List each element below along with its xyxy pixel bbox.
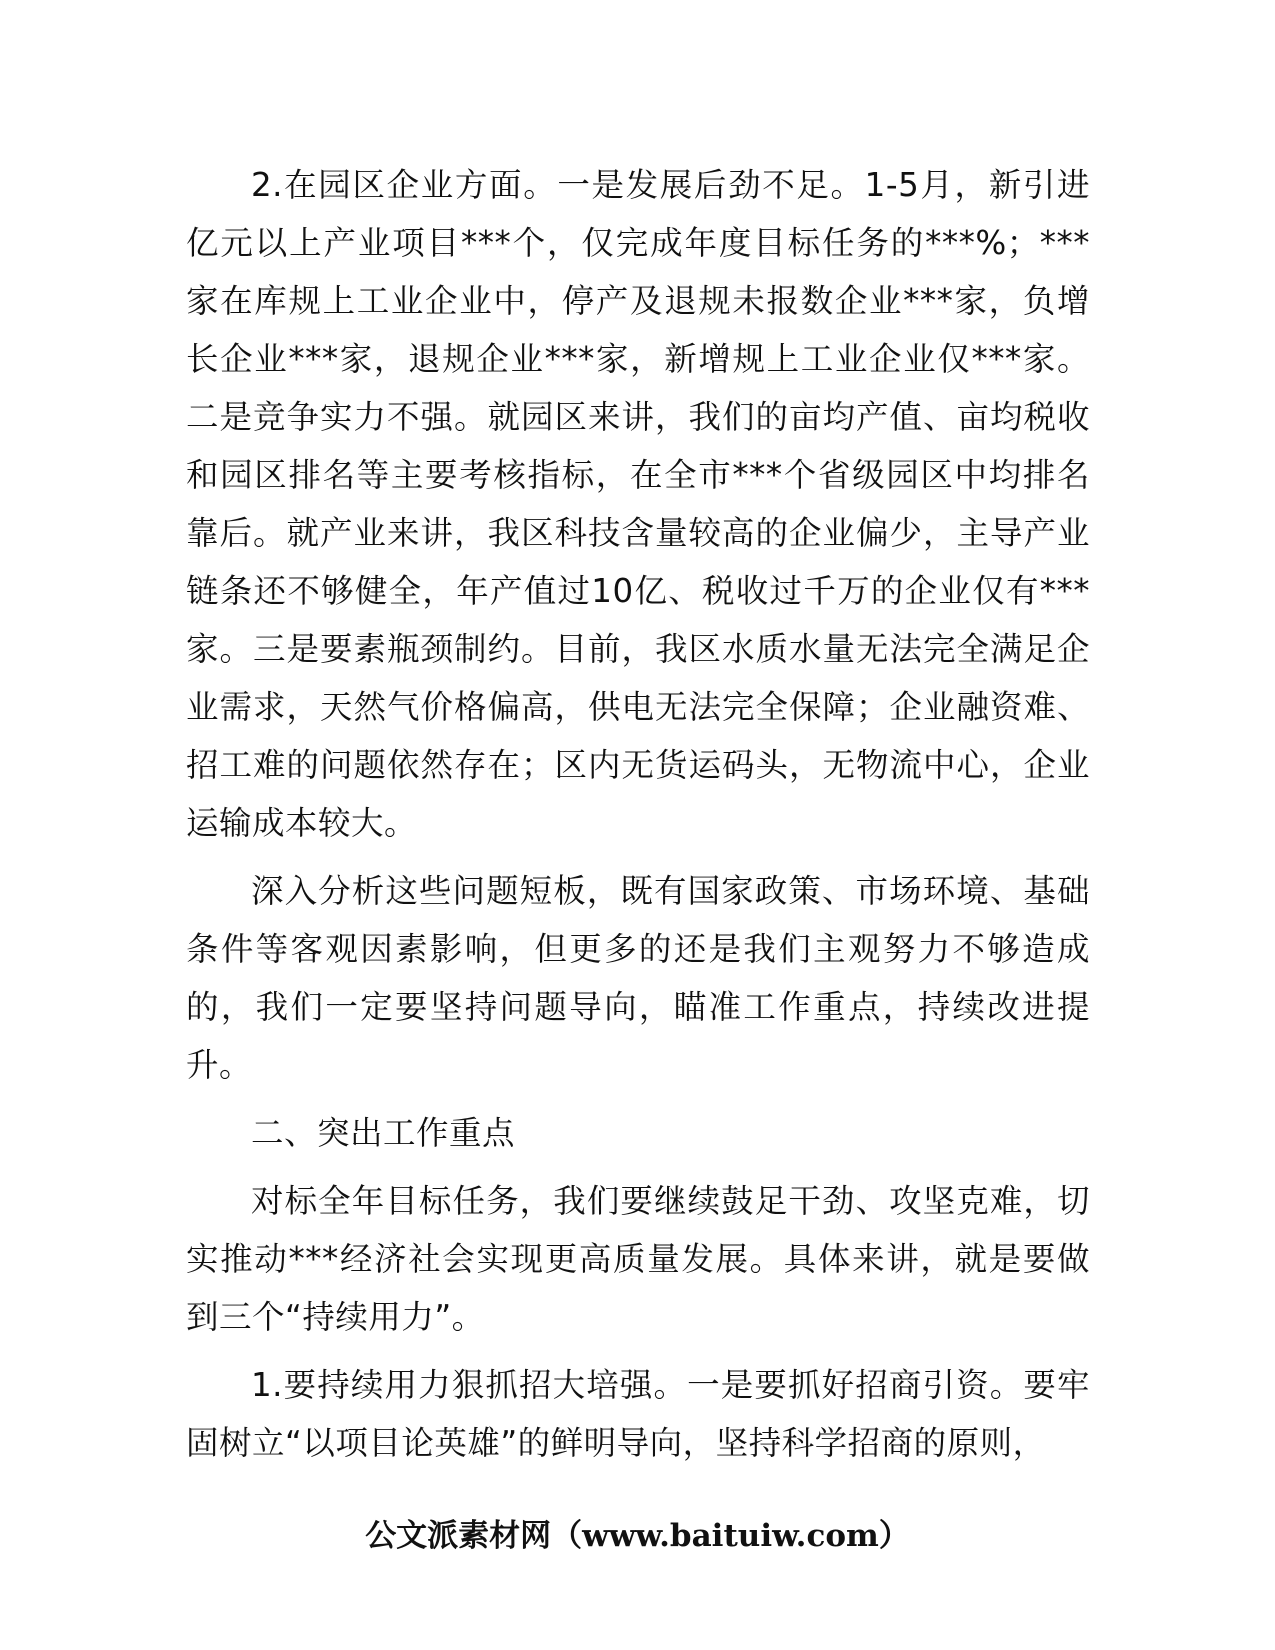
paragraph-investment: 1.要持续用力狠抓招大培强。一是要抓好招商引资。要牢固树立“以项目论英雄”的鲜明导向，坚持科学招商的原则， — [186, 1366, 1090, 1462]
footer-watermark: 公文派素材网（www.baituiw.com） — [365, 1518, 910, 1554]
paragraph-analysis: 深入分析这些问题短板，既有国家政策、市场环境、基础条件等客观因素影响，但更多的还是我们主观努力不够造成的，我们一定要坚持问题导向，瞄准工作重点，持续改进提升。 — [186, 872, 1090, 1084]
section-heading: 二、突出工作重点 — [251, 1114, 516, 1152]
paragraph-targets: 对标全年目标任务，我们要继续鼓足干劲、攻坚克难，切实推动***经济社会实现更高质量发展。具体来讲，就是要做到三个“持续用力”。 — [186, 1182, 1090, 1336]
paragraph-park-enterprises: 2.在园区企业方面。一是发展后劲不足。1-5月，新引进亿元以上产业项目***个，仅完成年度目标任务的***%；***家在库规上工业企业中，停产及退规未报数企业***家，负增长企业***家，退规企业***家，新增规上工业企业仅***家。二是竞争实力不强。就园区来讲，我们的亩均产值、亩均税收和园区排名等主要考核指标，在全市***个省级园区中均排名靠后。就产业来讲，我区科技含量较高的企业偏少，主导产业链条还不够健全，年产值过10亿、税收过千万的企业仅有***家。三是要素瓶颈制约。目前，我区水质水量无法完全满足企业需求，天然气价格偏高，供电无法完全保障；企业融资难、招工难的问题依然存在；区内无货运码头，无物流中心，企业运输成本较大。 — [186, 166, 1090, 842]
document-body — [186, 156, 1090, 1482]
